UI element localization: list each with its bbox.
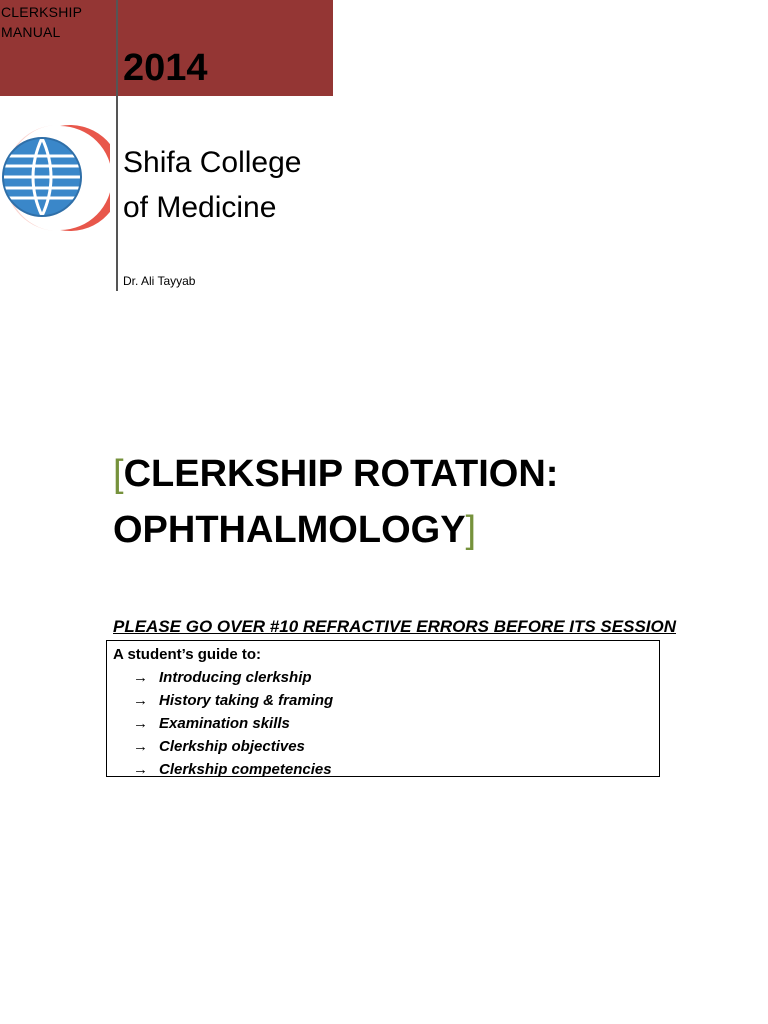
title-line2-text: OPHTHALMOLOGY (113, 509, 466, 551)
title-line1-text: CLERKSHIP ROTATION: (123, 453, 559, 495)
shifa-college-logo (2, 122, 110, 232)
title-line2 (113, 502, 733, 558)
list-item (133, 758, 333, 781)
title-open-bracket: [ (113, 453, 124, 495)
guide-item-label: Clerkship objectives (159, 738, 305, 755)
institution-name-line1: Shifa College (123, 146, 302, 179)
title-close-bracket: ] (465, 509, 477, 551)
list-item (133, 712, 333, 735)
year-label: 2014 (123, 47, 208, 89)
right-arrow-icon: → (133, 761, 148, 778)
document-title (113, 446, 733, 558)
list-item (133, 689, 333, 712)
guide-heading: A student’s guide to: (113, 646, 262, 663)
right-arrow-icon: → (133, 669, 148, 686)
student-guide-box (106, 640, 660, 777)
title-line1 (113, 446, 733, 502)
right-arrow-icon: → (133, 715, 148, 732)
guide-item-label: History taking & framing (159, 692, 334, 709)
right-arrow-icon: → (133, 692, 148, 709)
list-item (133, 735, 333, 758)
guide-list (133, 666, 333, 781)
guide-item-label: Clerkship competencies (159, 761, 332, 778)
institution-name (123, 140, 363, 230)
right-arrow-icon: → (133, 738, 148, 755)
session-notice: PLEASE GO OVER #10 REFRACTIVE ERRORS BEFORE ITS SESSION (113, 617, 677, 636)
author-name: Dr. Ali Tayyab (123, 274, 196, 288)
vertical-divider (116, 0, 118, 291)
institution-name-line2: of Medicine (123, 191, 277, 224)
guide-item-label: Examination skills (159, 715, 290, 732)
list-item (133, 666, 333, 689)
guide-item-label: Introducing clerkship (159, 669, 312, 686)
manual-label: CLERKSHIP MANUAL (1, 4, 82, 40)
